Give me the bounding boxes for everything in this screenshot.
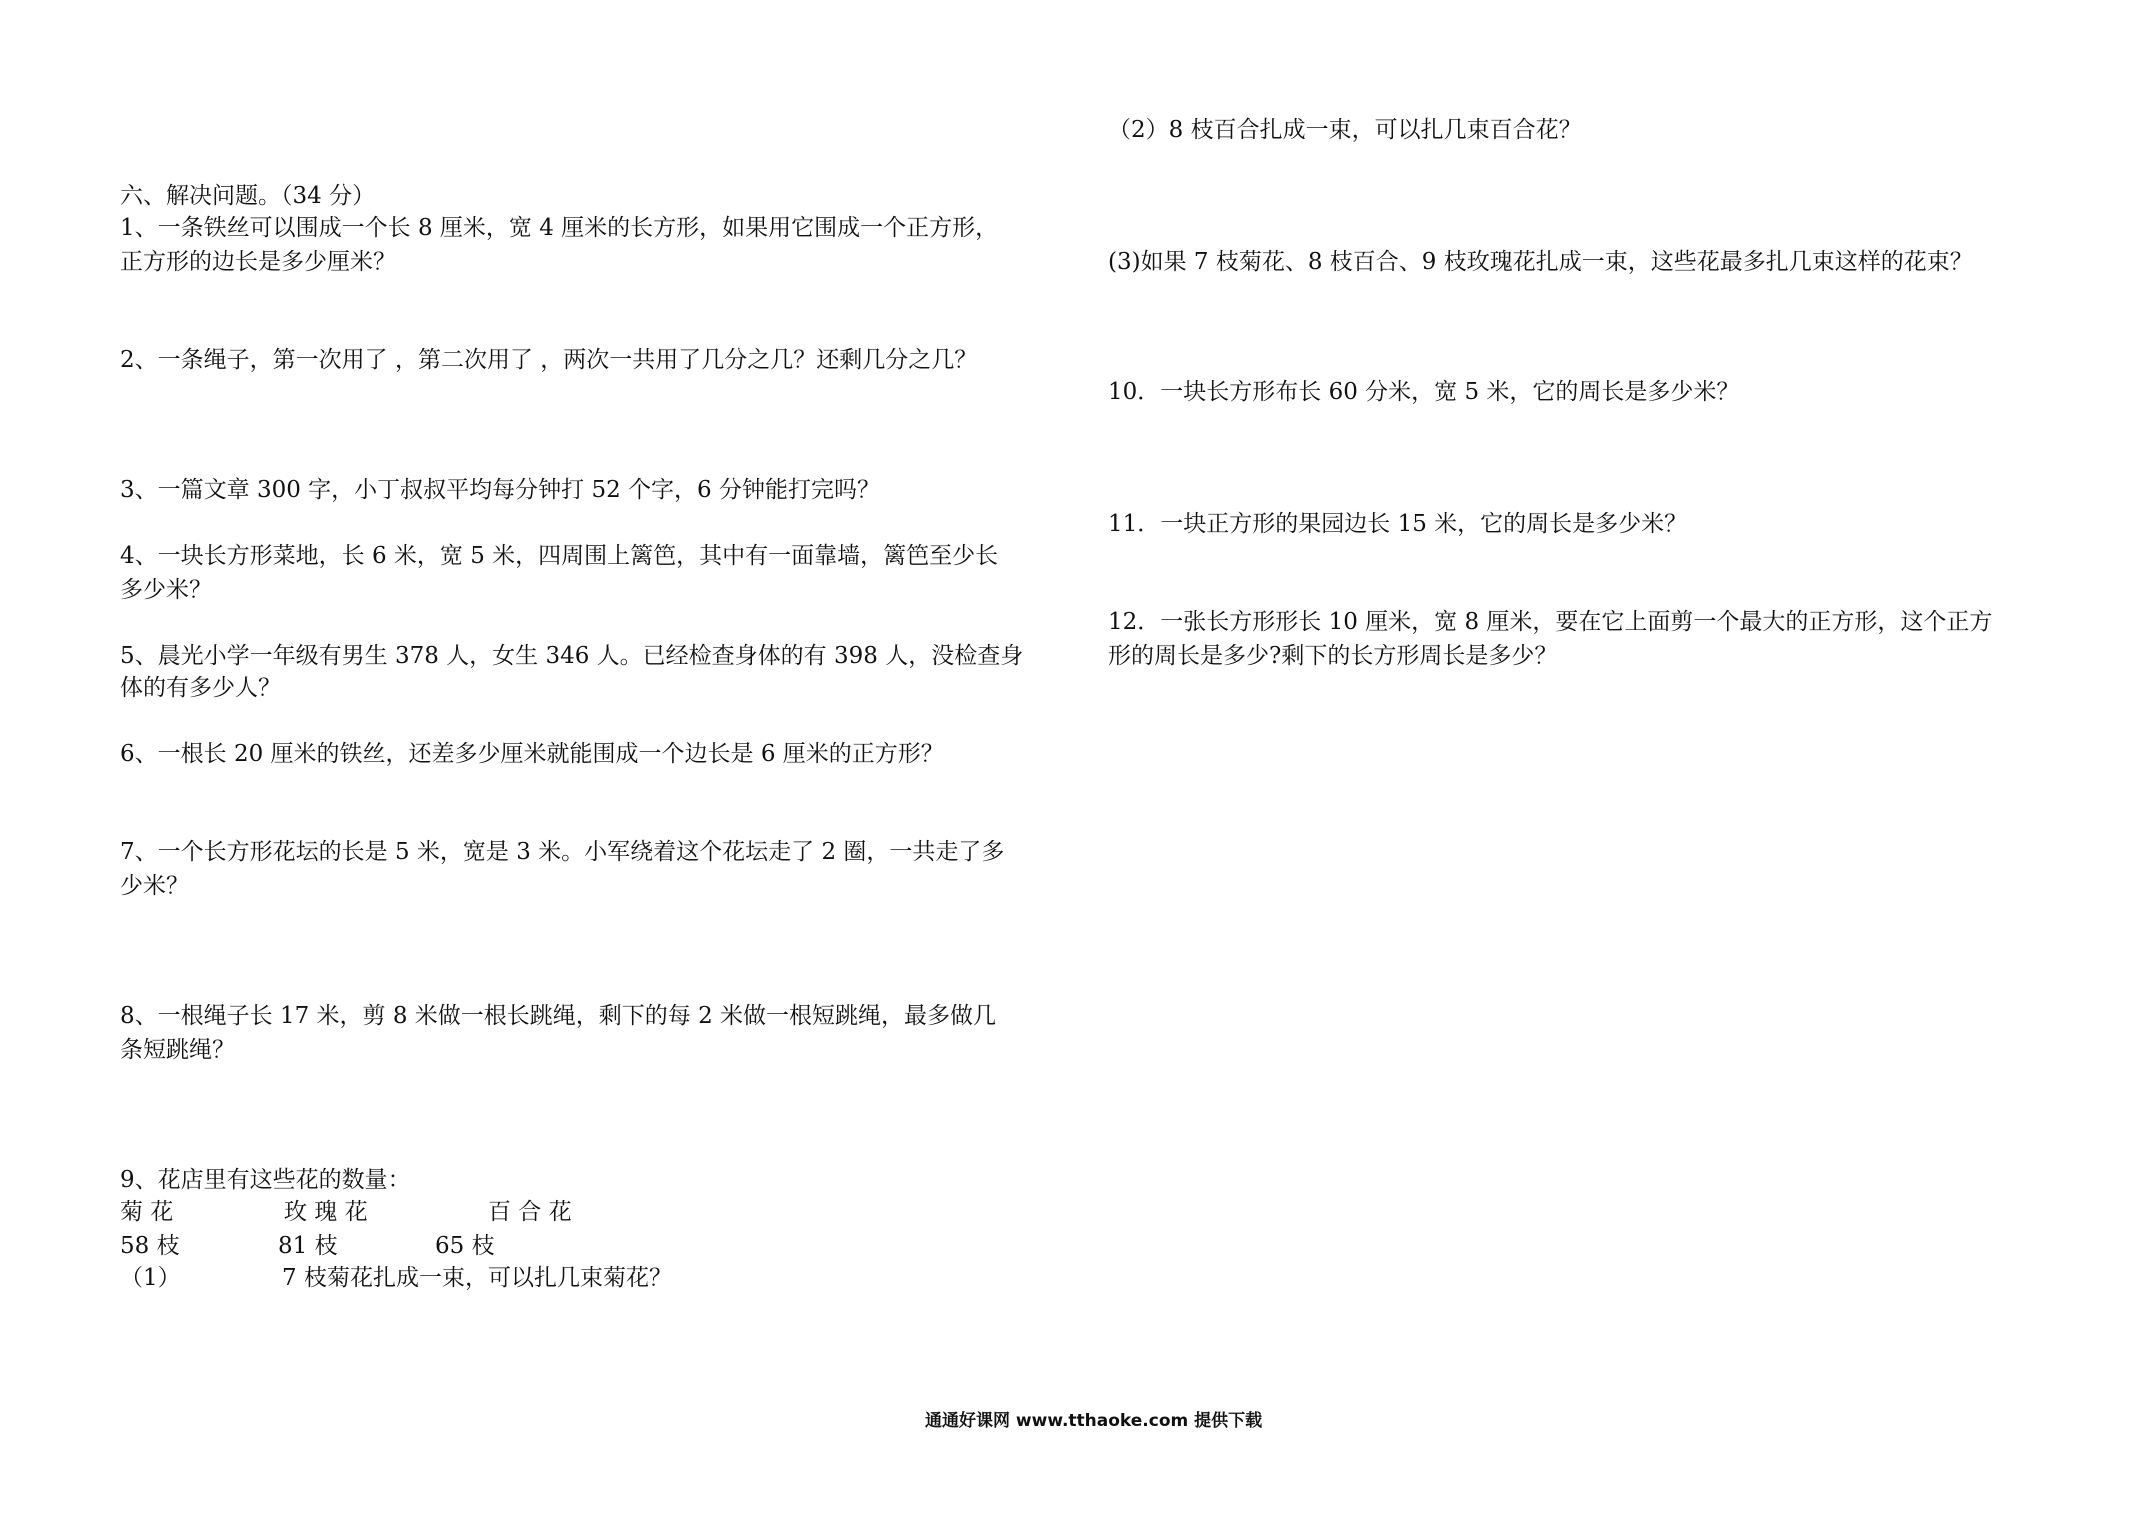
question-7-line-1: 7、一个长方形花坛的长是 5 米，宽是 3 米。小军绕着这个花坛走了 2 圈，一共走了多 [120,839,1005,865]
flower-count-rose: 81 枝 [278,1233,338,1259]
question-7-line-2: 少米？ [120,873,189,899]
section-title: 六、解决问题。（34 分） [120,183,376,209]
flower-name-rose: 玫 瑰 花 [284,1199,368,1225]
question-3: 3、一篇文章 300 字，小丁叔叔平均每分钟打 52 个字，6 分钟能打完吗？ [120,477,880,503]
question-11: 11．一块正方形的果园边长 15 米，它的周长是多少米？ [1108,511,1688,537]
question-9-sub-1-text: 7 枝菊花扎成一束，可以扎几束菊花？ [282,1265,672,1291]
question-4-line-1: 4、一块长方形菜地，长 6 米，宽 5 米，四周围上篱笆，其中有一面靠墙，篱笆至少长 [120,543,999,569]
footer-source: 通通好课网 www.tthaoke.com 提供下载 [925,1411,1263,1431]
question-4-line-2: 多少米？ [120,577,212,603]
question-12-line-1: 12．一张长方形形长 10 厘米，宽 8 厘米，要在它上面剪一个最大的正方形，这个正方 [1108,609,1993,635]
flower-count-chrysanthemum: 58 枝 [120,1233,180,1259]
flower-count-lily: 65 枝 [435,1233,495,1259]
flower-name-lily: 百 合 花 [488,1199,572,1225]
question-5-line-1: 5、晨光小学一年级有男生 378 人，女生 346 人。已经检查身体的有 398 人，没检查身 [120,643,1024,669]
question-9-sub-1-number: （1） [120,1265,181,1291]
question-1-line-1: 1、一条铁丝可以围成一个长 8 厘米，宽 4 厘米的长方形，如果用它围成一个正方形， [120,215,999,241]
question-1-line-2: 正方形的边长是多少厘米？ [120,249,396,275]
question-6: 6、一根长 20 厘米的铁丝，还差多少厘米就能围成一个边长是 6 厘米的正方形？ [120,741,944,767]
question-5-line-2: 体的有多少人？ [120,675,281,701]
question-10: 10．一块长方形布长 60 分米，宽 5 米，它的周长是多少米？ [1108,379,1740,405]
question-9-sub-3: (3)如果 7 枝菊花、8 枝百合、9 枝玫瑰花扎成一束，这些花最多扎几束这样的花束？ [1108,249,1973,275]
question-2: 2、一条绳子，第一次用了 ，第二次用了 ，两次一共用了几分之几？还剩几分之几？ [120,347,978,373]
question-8-line-1: 8、一根绳子长 17 米，剪 8 米做一根长跳绳，剩下的每 2 米做一根短跳绳，最多做几 [120,1003,997,1029]
question-9-sub-2: （2）8 枝百合扎成一束，可以扎几束百合花？ [1108,117,1582,143]
question-8-line-2: 条短跳绳？ [120,1037,235,1063]
question-9-intro: 9、花店里有这些花的数量： [120,1167,411,1193]
question-12-line-2: 形的周长是多少?剩下的长方形周长是多少？ [1108,643,1558,669]
flower-name-chrysanthemum: 菊 花 [120,1199,174,1225]
